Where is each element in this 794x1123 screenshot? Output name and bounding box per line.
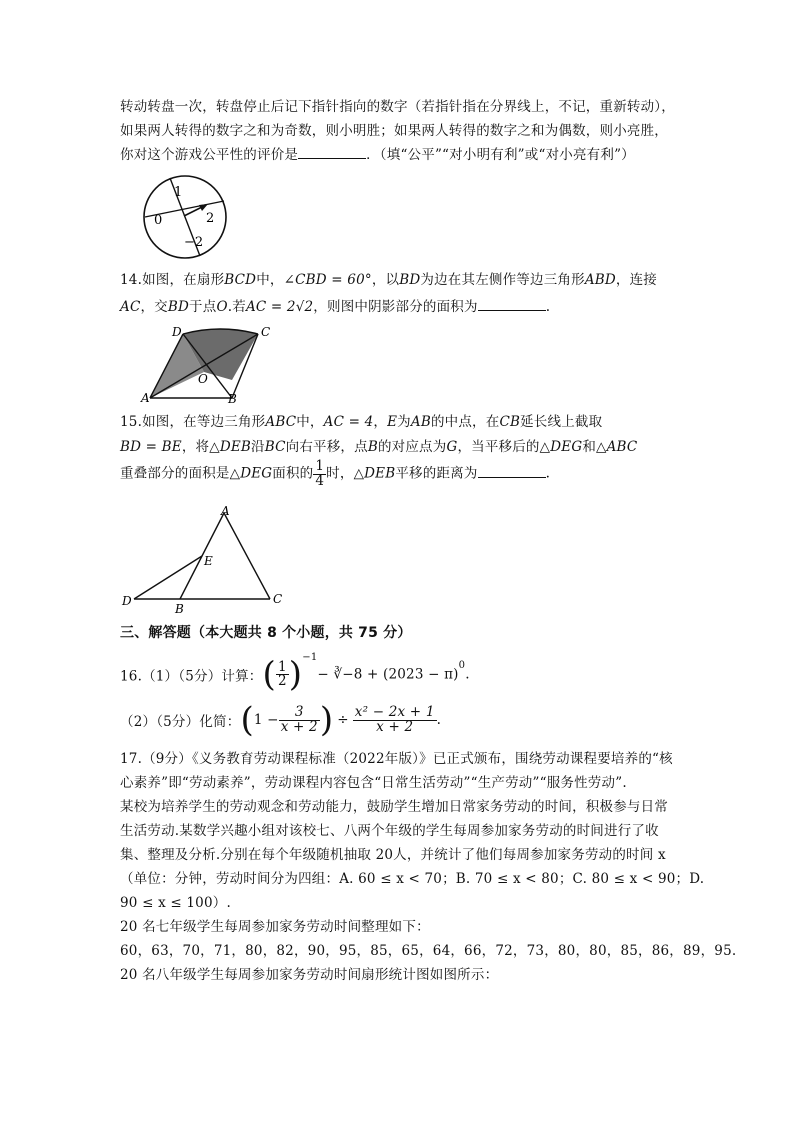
q14-ac-value: AC = 2√2 xyxy=(245,299,314,315)
q17-line-7: 90 ≤ x ≤ 100）. xyxy=(120,895,231,911)
wheel-label-2: 2 xyxy=(206,211,215,226)
q15-fraction-quarter xyxy=(313,460,326,488)
q15-segment-ab: AB xyxy=(410,414,431,430)
q16-p2-divide: ÷ xyxy=(337,712,349,728)
q16-p2-paren-open: ( xyxy=(240,700,254,740)
q16-half-den: 2 xyxy=(277,673,287,689)
q15-ac-value: AC = 4 xyxy=(323,414,374,430)
q15-text-d2: 沿 xyxy=(251,439,265,455)
q16-p2-num1: 3 xyxy=(279,706,320,721)
sector-figure xyxy=(140,322,275,404)
wheel-label-minus-2: −2 xyxy=(184,235,204,250)
q16-half-fraction xyxy=(276,658,289,689)
q15-text-h2: 的对应点为 xyxy=(377,439,447,455)
q15-triangle-abc: ABC xyxy=(265,414,297,430)
q15-point-e: E xyxy=(387,414,398,430)
q16-p2-den1: x + 2 xyxy=(280,718,318,735)
q14-text-c: 中， xyxy=(256,272,284,288)
q15-bd-be: BD = BE xyxy=(120,439,182,455)
q16-p1-label: 16.（1）（5分）计算： xyxy=(120,668,263,685)
q17-line-1: 17.（9分）《义务教育劳动课程标准（2022年版）》已正式颁布，围绕劳动课程要培养的“核 xyxy=(120,751,673,767)
q16-p2-fraction-2 xyxy=(353,706,437,734)
q15-triangle-deg: DEG xyxy=(550,439,583,455)
q15-line-1 xyxy=(120,410,602,430)
q17-line-8: 20 名七年级学生每周参加家务劳动时间整理如下： xyxy=(120,919,430,935)
q15-text-j2: ，当平移后的△ xyxy=(457,439,551,455)
q15-triangle-deb: DEB xyxy=(219,439,252,455)
q15-segment-bc: BC xyxy=(264,439,286,455)
label-b: B xyxy=(228,392,237,404)
triangle-figure xyxy=(118,503,290,615)
wheel-label-1: 1 xyxy=(174,185,183,200)
q15-segment-cb: CB xyxy=(499,414,521,430)
q16-p2-num2: x² − 2x + 1 xyxy=(354,704,435,720)
q14-text-d2: 于点 xyxy=(189,299,217,315)
q17-line-2: 心素养”即“劳动素养”，劳动课程内容包含“日常生活劳动”“生产劳动”“服务性劳动”. xyxy=(120,775,627,791)
q14-answer-blank[interactable] xyxy=(478,298,546,311)
q15-point-g: G xyxy=(446,439,458,455)
q17-line-4: 生活劳动.某数学兴趣小组对该校七、八两个年级的学生每周参加家务劳动的时间进行了收 xyxy=(120,823,659,839)
q17-line-3: 某校为培养学生的劳动观念和劳动能力，鼓励学生增加日常家务劳动的时间，积极参与日常 xyxy=(120,799,668,815)
q16-p2-one-minus: 1 − xyxy=(253,712,279,728)
q15-answer-blank[interactable] xyxy=(478,465,546,478)
wheel-label-0: 0 xyxy=(154,213,163,228)
q15-text-d3: 时，△ xyxy=(326,465,365,482)
q16-p2-paren-close: ) xyxy=(319,700,334,740)
q15-frac-num: 1 xyxy=(315,458,325,474)
q14-text-b2: ，交 xyxy=(140,299,168,315)
q14-point-o: O xyxy=(216,299,228,315)
q14-text-i: ，连接 xyxy=(615,272,658,288)
segment-ac xyxy=(224,513,270,599)
q13-line-3 xyxy=(120,143,635,163)
q16-exp-0: 0 xyxy=(458,660,466,671)
q16-exp-neg1: −1 xyxy=(302,652,318,663)
q15-text-c3: 面积的 xyxy=(272,465,314,482)
q16-p2-label: （2）（5分）化简： xyxy=(120,714,241,730)
label-d: D xyxy=(122,594,132,608)
q16-p1-expr: − ∛−8 + (2023 − π) xyxy=(317,666,459,683)
q16-p2-den2: x + 2 xyxy=(376,718,414,735)
q15-point-b: B xyxy=(367,439,378,455)
q14-end: . xyxy=(545,299,551,315)
q14-text-h2: ，则图中阴影部分的面积为 xyxy=(313,299,478,315)
q13-line-1: 转动转盘一次，转盘停止后记下指针指向的数字（若指针指在分界线上，不记，重新转动）， xyxy=(120,99,675,115)
q13-line-2: 如果两人转得的数字之和为奇数，则小明胜；如果两人转得的数字之和为偶数，则小亮胜， xyxy=(120,123,668,139)
q15-line-2 xyxy=(120,435,637,455)
q14-triangle-abd: ABD xyxy=(584,272,616,288)
q15-text-k: 延长线上截取 xyxy=(520,414,603,430)
q16-paren-close: ) xyxy=(288,654,303,695)
q14-segment-bd-2: BD xyxy=(167,299,190,315)
q14-segment-ac: AC xyxy=(120,299,141,315)
label-o: O xyxy=(198,372,208,386)
q13-line-3-pre: 你对这个游戏公平性的评价是 xyxy=(120,147,299,163)
q17-line-10: 20 名八年级学生每周参加家务劳动时间扇形统计图如图所示： xyxy=(120,967,499,983)
q15-frac-den: 4 xyxy=(315,472,325,489)
q14-text-g: 为边在其左侧作等边三角形 xyxy=(420,272,585,288)
q15-text-f3: 平移的距离为 xyxy=(395,465,478,482)
q15-text-e: ， xyxy=(373,414,388,430)
q15-text-f2: 向右平移，点 xyxy=(285,439,368,455)
label-e: E xyxy=(204,554,213,568)
label-c: C xyxy=(261,325,271,339)
q13-answer-blank[interactable] xyxy=(298,146,366,159)
q16-part-2 xyxy=(120,700,442,740)
label-a: A xyxy=(141,391,150,404)
q15-triangle-deg-2: DEG xyxy=(240,465,273,482)
q14-text-f2: .若 xyxy=(227,299,246,315)
q15-text-l2: 和△ xyxy=(582,439,607,455)
q16-p1-end: . xyxy=(465,666,470,683)
q16-p2-fraction-1 xyxy=(279,706,320,734)
q15-line-3 xyxy=(120,460,550,488)
q15-text-a3: 重叠部分的面积是△ xyxy=(120,465,241,482)
q15-text-b2: ，将△ xyxy=(181,439,220,455)
q14-line-1 xyxy=(120,268,657,288)
q17-line-6: （单位：分钟，劳动时间分为四组：A. 60 ≤ x < 70；B. 70 ≤ x < 80；C. 80 ≤ x < 90；D. xyxy=(120,871,705,887)
q16-paren-open: ( xyxy=(262,654,276,695)
q14-sector-name: BCD xyxy=(224,272,257,288)
q15-triangle-abc-2: ABC xyxy=(606,439,638,455)
label-d: D xyxy=(172,325,182,339)
q15-triangle-deb-2: DEB xyxy=(364,465,396,482)
label-b: B xyxy=(175,602,184,615)
q15-text-i: 的中点，在 xyxy=(430,414,500,430)
label-c: C xyxy=(273,592,283,606)
q17-data-list: 60，63，70，71，80，82，90，95，85，65，64，66，72，73，80，80，85，86，89，95. xyxy=(120,943,737,959)
q14-text-a: 14.如图，在扇形 xyxy=(120,272,225,288)
q15-text-c: 中， xyxy=(296,414,324,430)
wheel-pointer-arrow xyxy=(199,204,208,211)
spinner-wheel-figure xyxy=(140,172,230,262)
q14-segment-bd: BD xyxy=(399,272,421,288)
segment-de xyxy=(134,556,202,599)
label-a: A xyxy=(221,504,230,518)
q16-p2-end: . xyxy=(436,712,442,728)
q14-text-e: ，以 xyxy=(371,272,400,288)
q14-line-2 xyxy=(120,295,550,315)
section-3-title: 三、解答题（本大题共 8 个小题，共 75 分） xyxy=(120,625,412,641)
q14-angle: ∠CBD = 60° xyxy=(283,272,372,288)
q17-line-5: 集、整理及分析.分别在每个年级随机抽取 20人，并统计了他们每周参加家务劳动的时间 x xyxy=(120,847,666,863)
q16-part-1 xyxy=(120,652,470,695)
q15-text-a: 15.如图，在等边三角形 xyxy=(120,414,266,430)
q15-text-g: 为 xyxy=(397,414,411,430)
q16-half-num: 1 xyxy=(277,658,287,675)
q15-end: . xyxy=(545,465,551,482)
q13-line-3-post: ．（填“公平”“对小明有利”或“对小亮有利”） xyxy=(366,147,635,163)
